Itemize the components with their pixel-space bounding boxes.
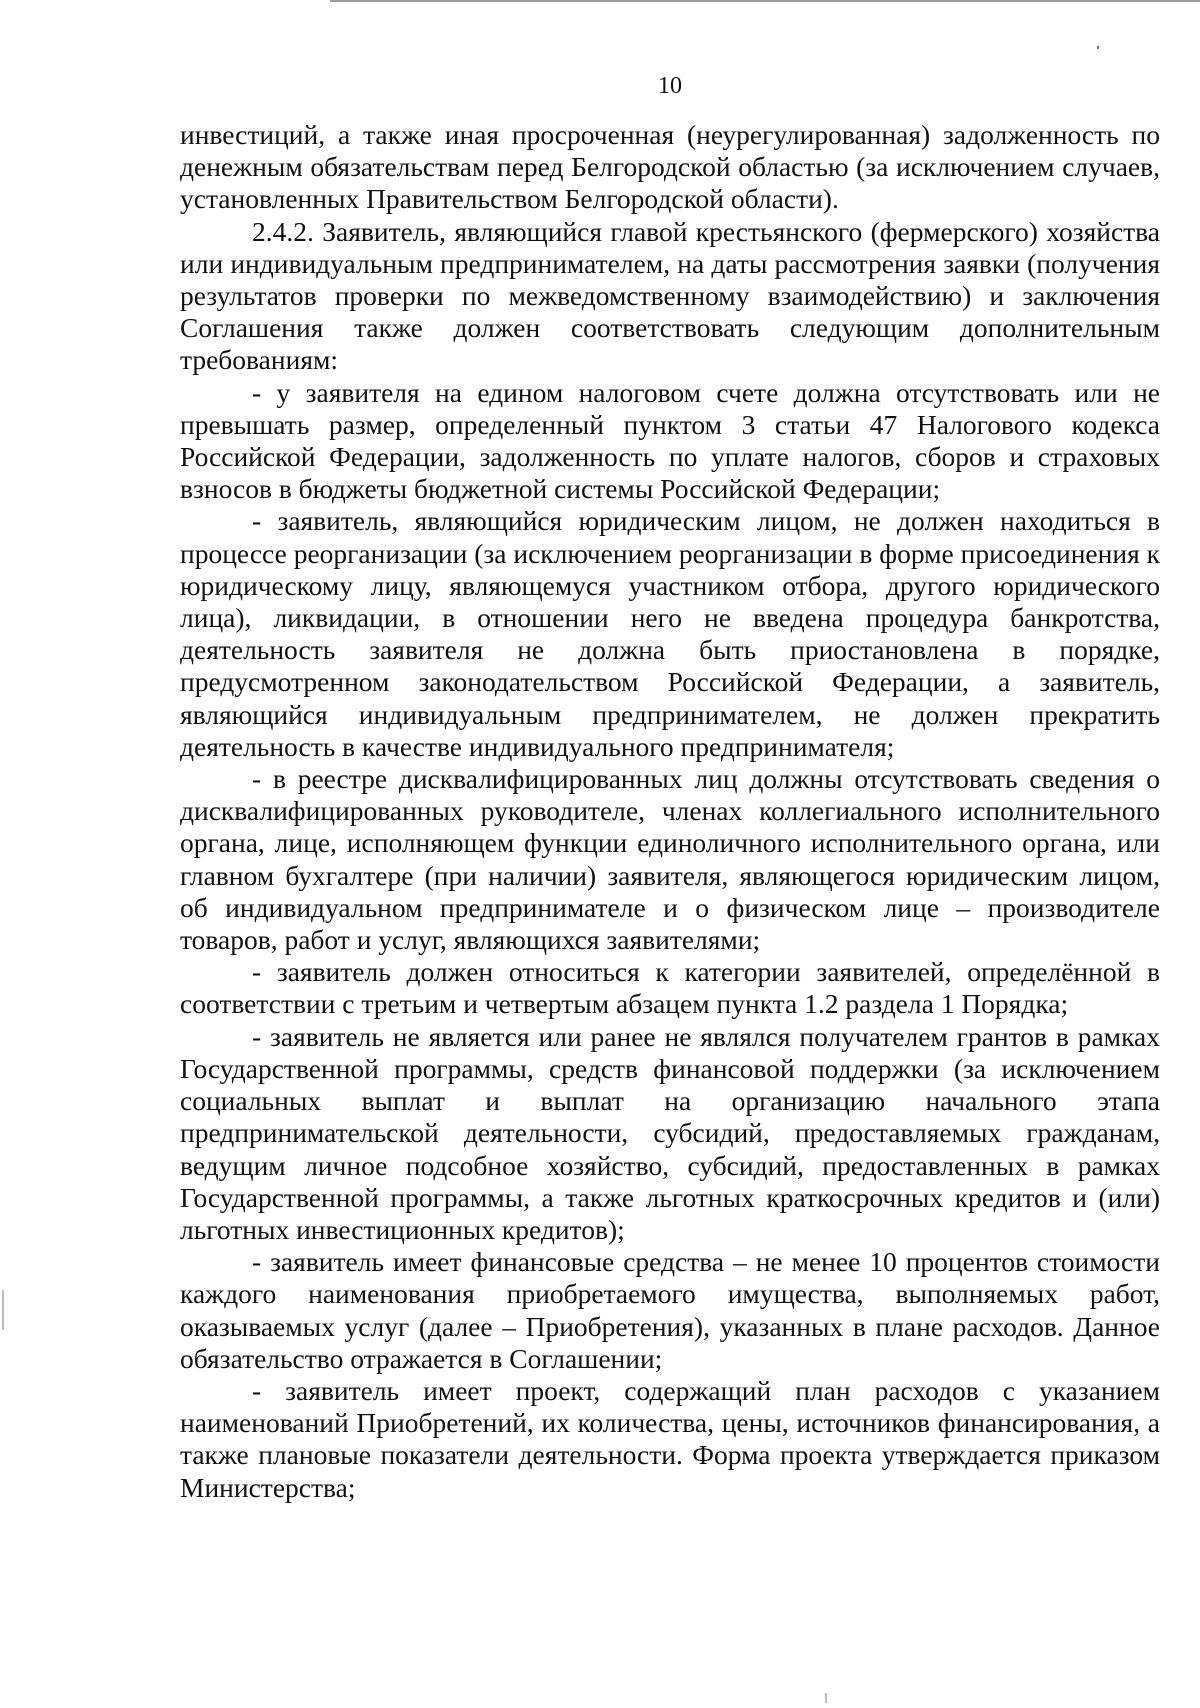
page-number: 10 [658,73,682,99]
requirement-no-prior-grants: - заявитель не является или ранее не являлся получателем грантов в рамках Государственной программы, средств финансовой поддержки (за исключением социальных выплат и выплат на организацию начального этапа предпринимательской деятельности, субсидий, предоставляемых гражданам, ведущим личное подсобное хозяйство, субсидий, предоставленных в рамках Государственной программы, а также льготных краткосрочных кредитов и (или) льготных инвестиционных кредитов); [180,1020,1160,1245]
requirement-reorganization: - заявитель, являющийся юридическим лицом, не должен находиться в процессе реорганизации (за исключением реорганизации в форме присоединения к юридическому лицу, являющемуся участником отбора, другого юридического лица), ликвидации, в отношении него не введена процедура банкротства, деятельность заявителя не должна быть приостановлена в порядке, предусмотренном законодательством Российской Федерации, а заявитель, являющийся индивидуальным предпринимателем, не должен прекратить деятельность в качестве индивидуального предпринимателя; [180,505,1160,762]
paragraph-continuation: инвестиций, а также иная просроченная (неурегулированная) задолженность по денежным обязательствам перед Белгородской областью (за исключением случаев, установленных Правительством Белгородской области). [180,119,1160,215]
scan-speck [825,1693,827,1703]
requirement-project: - заявитель имеет проект, содержащий план расходов с указанием наименований Приобретений, их количества, цены, источников финансирования, а также плановые показатели деятельности. Форма проекта утверждается приказом Министерства; [180,1374,1160,1503]
requirement-tax-debt: - у заявителя на едином налоговом счете должна отсутствовать или не превышать размер, определенный пунктом 3 статьи 47 Налогового кодекса Российской Федерации, задолженность по уплате налогов, сборов и страховых взносов в бюджеты бюджетной системы Российской Федерации; [180,376,1160,505]
document-body [180,119,1160,1504]
requirement-own-funds: - заявитель имеет финансовые средства – не менее 10 процентов стоимости каждого наименования приобретаемого имущества, выполняемых работ, оказываемых услуг (далее – Приобретения), указанных в плане расходов. Данное обязательство отражается в Соглашении; [180,1246,1160,1374]
scan-top-edge [330,0,1200,2]
scan-speck [1097,46,1099,49]
requirement-category: - заявитель должен относиться к категории заявителей, определённой в соответствии с третьим и четвертым абзацем пункта 1.2 раздела 1 Порядка; [180,956,1160,1020]
requirement-disqualified-persons: - в реестре дисквалифицированных лиц должны отсутствовать сведения о дисквалифицированных руководителе, членах коллегиального исполнительного органа, лице, исполняющем функции единоличного исполнительного органа, или главном бухгалтере (при наличии) заявителя, являющегося юридическим лицом, об индивидуальном предпринимателе и о физическом лице – производителе товаров, работ и услуг, являющихся заявителями; [180,763,1160,956]
scan-edge-mark [2,1290,4,1330]
paragraph-2-4-2: 2.4.2. Заявитель, являющийся главой крестьянского (фермерского) хозяйства или индивидуальным предпринимателем, на даты рассмотрения заявки (получения результатов проверки по межведомственному взаимодействию) и заключения Соглашения также должен соответствовать следующим дополнительным требованиям: [180,215,1160,376]
